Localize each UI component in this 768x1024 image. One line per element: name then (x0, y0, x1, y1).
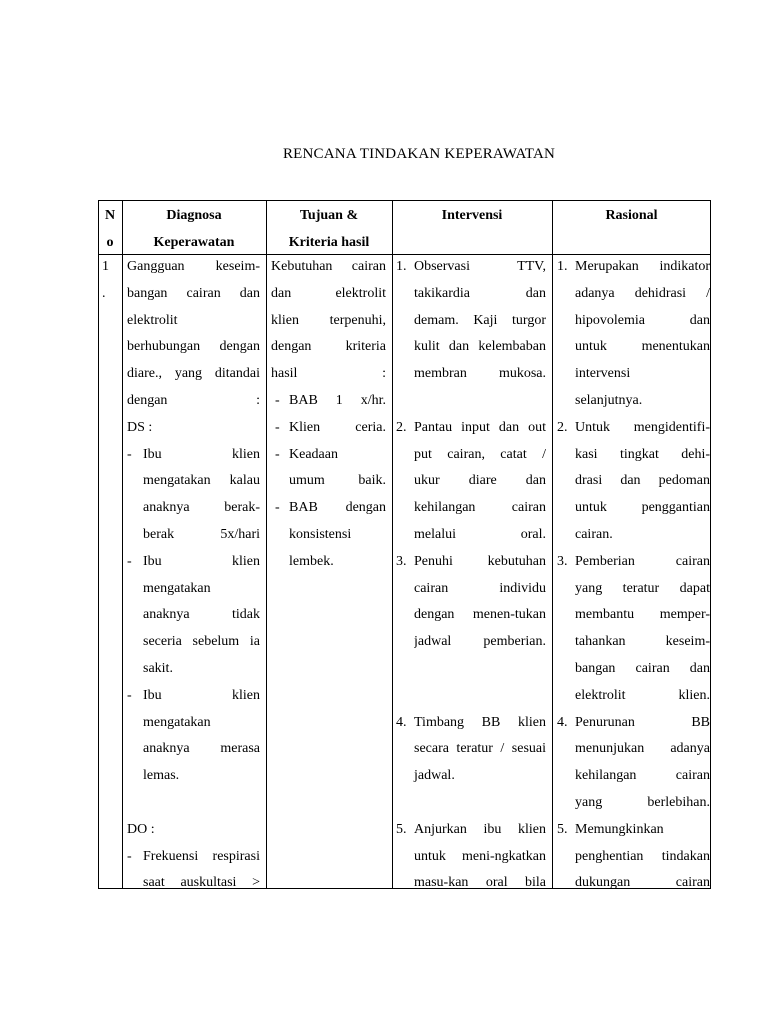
ds-item (127, 683, 260, 790)
list-marker: - (127, 687, 132, 703)
list-marker: 5. (396, 821, 407, 837)
intervensi-item (396, 254, 546, 388)
list-marker: 1. (396, 259, 407, 274)
text-line: bangan cairan dan (575, 660, 710, 676)
text-line: Ibu klien (143, 687, 260, 703)
header-rasional: Rasional (605, 208, 658, 223)
text-line: mengatakan (143, 580, 211, 596)
care-plan-table (98, 200, 711, 889)
text-line: kehilangan cairan (575, 768, 710, 784)
ds-item (127, 549, 260, 683)
header-tujuan: Tujuan & Kriteria hasil (288, 208, 370, 250)
cell-tujuan (271, 254, 386, 576)
list-marker: 4. (557, 714, 568, 730)
text-line: kulit dan kelembaban (414, 339, 546, 355)
text-line: dengan menen-tukan (414, 607, 546, 623)
text-line: Pemberian cairan (575, 553, 710, 569)
list-marker: 4. (396, 714, 407, 730)
text-line: masu-kan oral bila (414, 875, 546, 891)
text-line: membantu memper- (575, 607, 710, 623)
text-line: kehilangan cairan (414, 500, 546, 516)
column-divider (122, 200, 123, 889)
text-line: elektrolit klien. (575, 687, 710, 703)
ds-item (127, 442, 260, 549)
list-marker: 5. (557, 821, 568, 837)
text-line: anaknya merasa (143, 741, 260, 757)
text-line: konsistensi (289, 526, 352, 542)
text-line: Penuhi kebutuhan (414, 553, 546, 569)
rasional-item (557, 415, 710, 549)
text-line: dukungan cairan (575, 875, 710, 891)
text-line: untuk meni-ngkatkan (414, 848, 546, 864)
text-line: sakit. (143, 660, 173, 676)
text-line: Klien ceria. (289, 419, 386, 435)
criteria-item (271, 415, 386, 442)
list-marker: - (275, 500, 280, 516)
text-line: anaknya tidak (143, 607, 260, 623)
cell-rasional (557, 254, 710, 897)
list-marker: 3. (396, 553, 407, 569)
text-line: mengatakan kalau (143, 473, 260, 489)
text-line: Untuk mengidentifi- (575, 419, 710, 435)
text-line: lemas. (143, 768, 180, 784)
list-marker: 2. (557, 419, 568, 435)
column-divider (552, 200, 553, 889)
text-line: Observasi TTV, (414, 259, 546, 274)
text-line: Timbang BB klien (414, 714, 546, 730)
column-divider (392, 200, 393, 889)
text-line: Kebutuhan cairan (271, 259, 386, 274)
text-line: Keadaan (289, 446, 338, 462)
text-line: drasi dan pedoman (575, 473, 710, 489)
text-line: secara teratur / sesuai (414, 741, 546, 757)
text-line: Ibu klien (143, 553, 260, 569)
row-number: 1 (102, 259, 109, 274)
rasional-item (557, 254, 710, 415)
rasional-item (557, 817, 710, 897)
ds-label: DS : (127, 419, 153, 435)
header-diagnosa: Diagnosa Keperawatan (153, 208, 235, 250)
text-line: ukur diare dan (414, 473, 546, 489)
text-line: yang teratur dapat (575, 580, 710, 596)
list-marker: - (275, 392, 280, 408)
text-line: berak 5x/hari (143, 526, 260, 542)
do-label: DO : (127, 821, 155, 837)
list-marker: 3. (557, 553, 568, 569)
text-line: Penurunan BB (575, 714, 710, 730)
criteria-item (271, 388, 386, 415)
text-line: dengan kriteria (271, 339, 386, 355)
text-line: menunjukan adanya (575, 741, 710, 757)
list-marker: 2. (396, 419, 407, 435)
list-marker: - (127, 446, 132, 462)
text-line: Ibu klien (143, 446, 260, 462)
text-line: dengan : (127, 392, 260, 408)
text-line: intervensi (575, 366, 631, 382)
text-line: Memungkinkan (575, 821, 664, 837)
text-line: untuk penggantian (575, 500, 710, 516)
text-line: BAB dengan (289, 500, 386, 516)
text-line: melalui oral. (414, 526, 546, 542)
cell-diagnosa (127, 254, 260, 897)
text-line: lembek. (289, 553, 334, 569)
text-line: diare., yang ditandai (127, 366, 260, 382)
text-line: demam. Kaji turgor (414, 312, 546, 328)
text-line: berhubungan dengan (127, 339, 260, 355)
list-marker: - (275, 446, 280, 462)
text-line: membran mukosa. (414, 366, 546, 382)
text-line: selanjutnya. (575, 392, 643, 408)
text-line: seceria sebelum ia (143, 634, 260, 650)
text-line: penghentian tindakan (575, 848, 710, 864)
rasional-item (557, 710, 710, 817)
text-line: elektrolit (127, 312, 178, 328)
intervensi-item (396, 549, 546, 656)
text-line: hipovolemia dan (575, 312, 710, 328)
rasional-item (557, 549, 710, 710)
text-line: cairan individu (414, 580, 546, 596)
text-line: Merupakan indikator (575, 259, 710, 274)
criteria-item (271, 495, 386, 575)
text-line: takikardia dan (414, 285, 546, 301)
text-line: umum baik. (289, 473, 386, 489)
cell-intervensi (396, 254, 546, 897)
list-marker: 1. (557, 259, 568, 274)
text-line: bangan cairan dan (127, 285, 260, 301)
text-line: cairan. (575, 526, 613, 542)
text-line: put cairan, catat / (414, 446, 546, 462)
text-line: dan elektrolit (271, 285, 386, 301)
intervensi-item (396, 817, 546, 897)
text-line: kasi tingkat dehi- (575, 446, 710, 462)
text-line: mengatakan (143, 714, 211, 730)
text-line: Anjurkan ibu klien (414, 821, 546, 837)
text-line: jadwal pemberian. (414, 634, 546, 650)
list-marker: - (127, 848, 132, 864)
text-line: Gangguan keseim- (127, 259, 260, 274)
list-marker: - (275, 419, 280, 435)
do-item (127, 844, 260, 898)
row-number: . (102, 285, 106, 301)
text-line: hasil : (271, 366, 386, 382)
text-line: yang berlebihan. (575, 794, 710, 810)
intervensi-item (396, 415, 546, 549)
list-marker: - (127, 553, 132, 569)
text-line: saat auskultasi > (143, 875, 260, 891)
text-line: untuk menentukan (575, 339, 710, 355)
text-line: tahankan keseim- (575, 634, 710, 650)
text-line: adanya dehidrasi / (575, 285, 710, 301)
header-intervensi: Intervensi (441, 208, 503, 223)
document-title: RENCANA TINDAKAN KEPERAWATAN (282, 146, 556, 162)
intervensi-item (396, 710, 546, 790)
text-line: klien terpenuhi, (271, 312, 386, 328)
text-line: jadwal. (414, 768, 455, 784)
column-divider (266, 200, 267, 889)
header-no: N o (104, 208, 116, 250)
text-line: Pantau input dan out (414, 419, 546, 435)
text-line: BAB 1 x/hr. (289, 392, 386, 408)
cell-no (102, 254, 118, 308)
text-line: anaknya berak- (143, 500, 260, 516)
criteria-item (271, 442, 386, 496)
text-line: Frekuensi respirasi (143, 848, 260, 864)
